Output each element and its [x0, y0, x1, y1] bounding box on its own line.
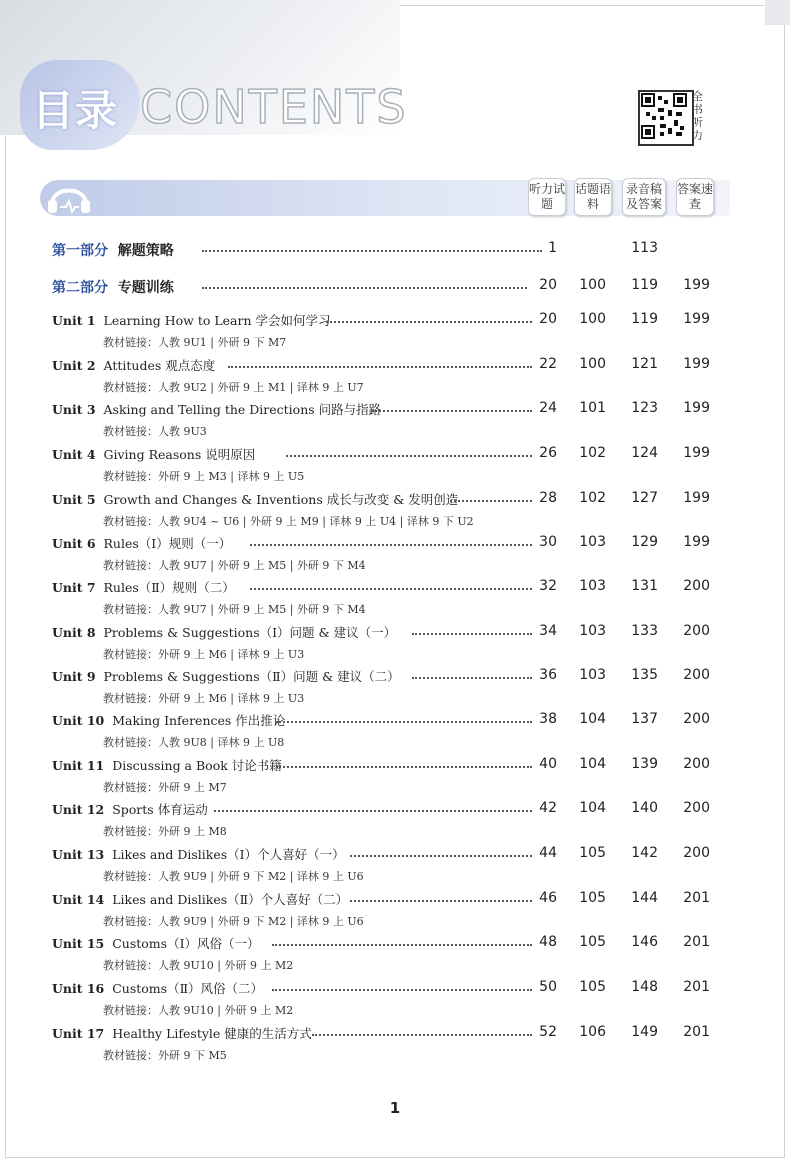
title-chinese: 目录 [32, 86, 119, 135]
unit-row[interactable] [0, 800, 790, 822]
page-answers: 200 [683, 800, 710, 816]
part-number: 第二部分 [52, 280, 108, 296]
page-topic: 104 [579, 711, 606, 727]
unit-number: Unit 5 [52, 492, 96, 507]
page-script: 142 [631, 845, 658, 861]
page-script: 137 [631, 711, 658, 727]
unit-title: Making Inferences 作出推论 [112, 713, 286, 728]
page-answers: 200 [683, 623, 710, 639]
qr-code-icon[interactable] [638, 90, 694, 146]
unit-row[interactable] [0, 667, 790, 689]
unit-number: Unit 2 [52, 358, 96, 373]
page-script: 113 [631, 240, 658, 256]
column-header-topic [574, 178, 612, 216]
page-listening: 22 [539, 356, 557, 372]
page-script: 121 [631, 356, 658, 372]
unit-row[interactable] [0, 934, 790, 956]
page-listening: 42 [539, 800, 557, 816]
unit-row[interactable] [0, 890, 790, 912]
part-label [52, 277, 174, 297]
part-label [52, 240, 174, 260]
page-topic: 104 [579, 800, 606, 816]
page-script: 139 [631, 756, 658, 772]
page-script: 124 [631, 445, 658, 461]
page-script: 140 [631, 800, 658, 816]
leader-dots [350, 855, 532, 857]
textbook-link: 教材链接：外研 9 上 M6 | 译林 9 上 U3 [103, 692, 305, 705]
textbook-link: 教材链接：人教 9U10 | 外研 9 上 M2 [103, 1004, 294, 1017]
unit-number: Unit 14 [52, 892, 105, 907]
page-answers: 199 [683, 277, 710, 293]
unit-row[interactable] [0, 490, 790, 512]
unit-title: Problems & Suggestions（Ⅰ）问题 & 建议（一） [103, 625, 397, 640]
page-listening: 34 [539, 623, 557, 639]
unit-title: Discussing a Book 讨论书籍 [112, 758, 282, 773]
page-listening: 26 [539, 445, 557, 461]
page-script: 148 [631, 979, 658, 995]
unit-number: Unit 8 [52, 625, 96, 640]
unit-title: Rules（Ⅰ）规则（一） [103, 536, 232, 551]
page-answers: 201 [683, 890, 710, 906]
page-answers: 199 [683, 490, 710, 506]
unit-row[interactable] [0, 711, 790, 733]
page-topic: 100 [579, 356, 606, 372]
page-answers: 201 [683, 979, 710, 995]
part-row[interactable] [0, 277, 790, 299]
unit-label [52, 311, 331, 329]
textbook-link: 教材链接：人教 9U10 | 外研 9 上 M2 [103, 959, 294, 972]
textbook-link: 教材链接：人教 9U4 ~ U6 | 外研 9 上 M9 | 译林 9 上 U4 | 译林 9 下 U2 [103, 515, 474, 528]
page-script: 123 [631, 400, 658, 416]
unit-label [52, 356, 215, 374]
unit-number: Unit 7 [52, 580, 96, 595]
textbook-link: 教材链接：外研 9 上 M6 | 译林 9 上 U3 [103, 648, 305, 661]
textbook-link: 教材链接：人教 9U7 | 外研 9 上 M5 | 外研 9 下 M4 [103, 559, 366, 572]
leader-dots [214, 810, 532, 812]
page-listening: 1 [548, 240, 557, 256]
textbook-link: 教材链接：外研 9 上 M8 [103, 825, 227, 838]
unit-label [52, 578, 235, 596]
unit-label [52, 979, 263, 997]
column-header-script [622, 178, 666, 216]
textbook-link: 教材链接：人教 9U1 | 外研 9 下 M7 [103, 336, 287, 349]
page-script: 144 [631, 890, 658, 906]
page-answers: 199 [683, 311, 710, 327]
unit-title: Asking and Telling the Directions 问路与指路 [103, 402, 382, 417]
unit-row[interactable] [0, 979, 790, 1001]
page-script: 119 [631, 277, 658, 293]
unit-label [52, 667, 400, 685]
page-listening: 28 [539, 490, 557, 506]
unit-row[interactable] [0, 534, 790, 556]
page-listening: 24 [539, 400, 557, 416]
leader-dots [372, 410, 532, 412]
unit-label [52, 490, 458, 508]
unit-label [52, 623, 396, 641]
page-answers: 200 [683, 667, 710, 683]
page-script: 146 [631, 934, 658, 950]
unit-number: Unit 3 [52, 402, 96, 417]
unit-title: Likes and Dislikes（Ⅱ）个人喜好（二） [112, 892, 349, 907]
page-answers: 199 [683, 534, 710, 550]
unit-label [52, 711, 285, 729]
page-listening: 46 [539, 890, 557, 906]
unit-number: Unit 1 [52, 313, 96, 328]
page-answers: 199 [683, 445, 710, 461]
page-topic: 100 [579, 311, 606, 327]
page-topic: 105 [579, 934, 606, 950]
unit-number: Unit 12 [52, 802, 105, 817]
unit-label [52, 445, 255, 463]
column-header-label: 录音稿及答案 [625, 182, 662, 211]
unit-title: Customs（Ⅰ）风俗（一） [112, 936, 260, 951]
unit-title: Growth and Changes & Inventions 成长与改变 & 发明创造 [103, 492, 459, 507]
page-listening: 50 [539, 979, 557, 995]
leader-dots [276, 766, 532, 768]
unit-number: Unit 6 [52, 536, 96, 551]
unit-number: Unit 17 [52, 1026, 105, 1041]
unit-label [52, 400, 381, 418]
headphone-icon [44, 176, 94, 216]
leader-dots [228, 366, 532, 368]
page-topic: 103 [579, 578, 606, 594]
textbook-link: 教材链接：人教 9U9 | 外研 9 下 M2 | 译林 9 上 U6 [103, 870, 364, 883]
page-answers: 199 [683, 356, 710, 372]
unit-number: Unit 9 [52, 669, 96, 684]
unit-title: Learning How to Learn 学会如何学习 [103, 313, 331, 328]
leader-dots [250, 588, 532, 590]
page-topic: 105 [579, 890, 606, 906]
unit-title: Customs（Ⅱ）风俗（二） [112, 981, 264, 996]
unit-label [52, 756, 282, 774]
page-answers: 201 [683, 1024, 710, 1040]
page-script: 129 [631, 534, 658, 550]
unit-row[interactable] [0, 756, 790, 778]
textbook-link: 教材链接：人教 9U9 | 外研 9 下 M2 | 译林 9 上 U6 [103, 915, 364, 928]
unit-number: Unit 13 [52, 847, 105, 862]
part-title: 专题训练 [117, 280, 174, 296]
unit-title: Sports 体育运动 [112, 802, 208, 817]
unit-label [52, 934, 260, 952]
leader-dots [272, 944, 532, 946]
unit-row[interactable] [0, 1024, 790, 1046]
leader-dots [350, 900, 532, 902]
page-script: 131 [631, 578, 658, 594]
page-topic: 103 [579, 667, 606, 683]
unit-label [52, 890, 348, 908]
page-answers: 200 [683, 578, 710, 594]
page-topic: 104 [579, 756, 606, 772]
unit-title: Problems & Suggestions（Ⅱ）问题 & 建议（二） [103, 669, 400, 684]
unit-row[interactable] [0, 445, 790, 467]
unit-number: Unit 15 [52, 936, 105, 951]
textbook-link: 教材链接：外研 9 下 M5 [103, 1049, 227, 1062]
page-corner [765, 0, 790, 25]
page-topic: 105 [579, 845, 606, 861]
textbook-link: 教材链接：外研 9 上 M3 | 译林 9 上 U5 [103, 470, 305, 483]
unit-row[interactable] [0, 311, 790, 333]
unit-row[interactable] [0, 356, 790, 378]
leader-dots [312, 1034, 532, 1036]
column-header-answers [676, 178, 714, 216]
page-topic: 103 [579, 534, 606, 550]
page-topic: 106 [579, 1024, 606, 1040]
unit-title: Giving Reasons 说明原因 [103, 447, 256, 462]
page-topic: 102 [579, 445, 606, 461]
page-answers: 201 [683, 934, 710, 950]
unit-label [52, 534, 231, 552]
textbook-link: 教材链接：人教 9U2 | 外研 9 上 M1 | 译林 9 上 U7 [103, 381, 364, 394]
page-topic: 101 [579, 400, 606, 416]
textbook-link: 教材链接：人教 9U3 [103, 425, 207, 438]
page-script: 149 [631, 1024, 658, 1040]
column-header-label: 听力试题 [529, 182, 566, 211]
leader-dots [250, 544, 532, 546]
unit-title: Rules（Ⅱ）规则（二） [103, 580, 235, 595]
part-row[interactable] [0, 240, 790, 262]
textbook-link: 教材链接：人教 9U7 | 外研 9 上 M5 | 外研 9 下 M4 [103, 603, 366, 616]
title-english: CONTENTS [140, 80, 408, 134]
unit-title: Likes and Dislikes（Ⅰ）个人喜好（一） [112, 847, 345, 862]
leader-dots [272, 989, 532, 991]
page-answers: 200 [683, 756, 710, 772]
unit-label [52, 845, 345, 863]
part-title: 解题策略 [117, 243, 174, 259]
unit-number: Unit 4 [52, 447, 96, 462]
page-listening: 40 [539, 756, 557, 772]
leader-dots [326, 321, 532, 323]
page-script: 133 [631, 623, 658, 639]
unit-title: Healthy Lifestyle 健康的生活方式 [112, 1026, 312, 1041]
page-listening: 38 [539, 711, 557, 727]
unit-title: Attitudes 观点态度 [103, 358, 216, 373]
part-number: 第一部分 [52, 243, 108, 259]
page-topic: 103 [579, 623, 606, 639]
page-listening: 44 [539, 845, 557, 861]
column-header-listening [528, 178, 566, 216]
textbook-link: 教材链接：外研 9 上 M7 [103, 781, 227, 794]
page-number: 1 [389, 1099, 401, 1117]
page-answers: 200 [683, 845, 710, 861]
page-listening: 20 [539, 277, 557, 293]
page-listening: 52 [539, 1024, 557, 1040]
page-listening: 20 [539, 311, 557, 327]
unit-row[interactable] [0, 578, 790, 600]
page-topic: 100 [579, 277, 606, 293]
unit-label [52, 1024, 312, 1042]
unit-number: Unit 11 [52, 758, 105, 773]
unit-row[interactable] [0, 845, 790, 867]
column-header-label: 话题语料 [575, 182, 612, 211]
leader-dots [202, 250, 542, 252]
page-script: 127 [631, 490, 658, 506]
page-topic: 102 [579, 490, 606, 506]
leader-dots [276, 721, 532, 723]
unit-number: Unit 16 [52, 981, 105, 996]
page-script: 135 [631, 667, 658, 683]
page-listening: 32 [539, 578, 557, 594]
page-listening: 48 [539, 934, 557, 950]
textbook-link: 教材链接：人教 9U8 | 译林 9 上 U8 [103, 736, 285, 749]
leader-dots [286, 455, 532, 457]
unit-label [52, 800, 208, 818]
unit-row[interactable] [0, 623, 790, 645]
leader-dots [202, 287, 527, 289]
page-script: 119 [631, 311, 658, 327]
unit-number: Unit 10 [52, 713, 105, 728]
unit-row[interactable] [0, 400, 790, 422]
page-listening: 30 [539, 534, 557, 550]
page-listening: 36 [539, 667, 557, 683]
page-answers: 199 [683, 400, 710, 416]
column-header-label: 答案速查 [677, 182, 714, 211]
page-answers: 200 [683, 711, 710, 727]
qr-label: 全书听力 [692, 90, 703, 142]
page-topic: 105 [579, 979, 606, 995]
